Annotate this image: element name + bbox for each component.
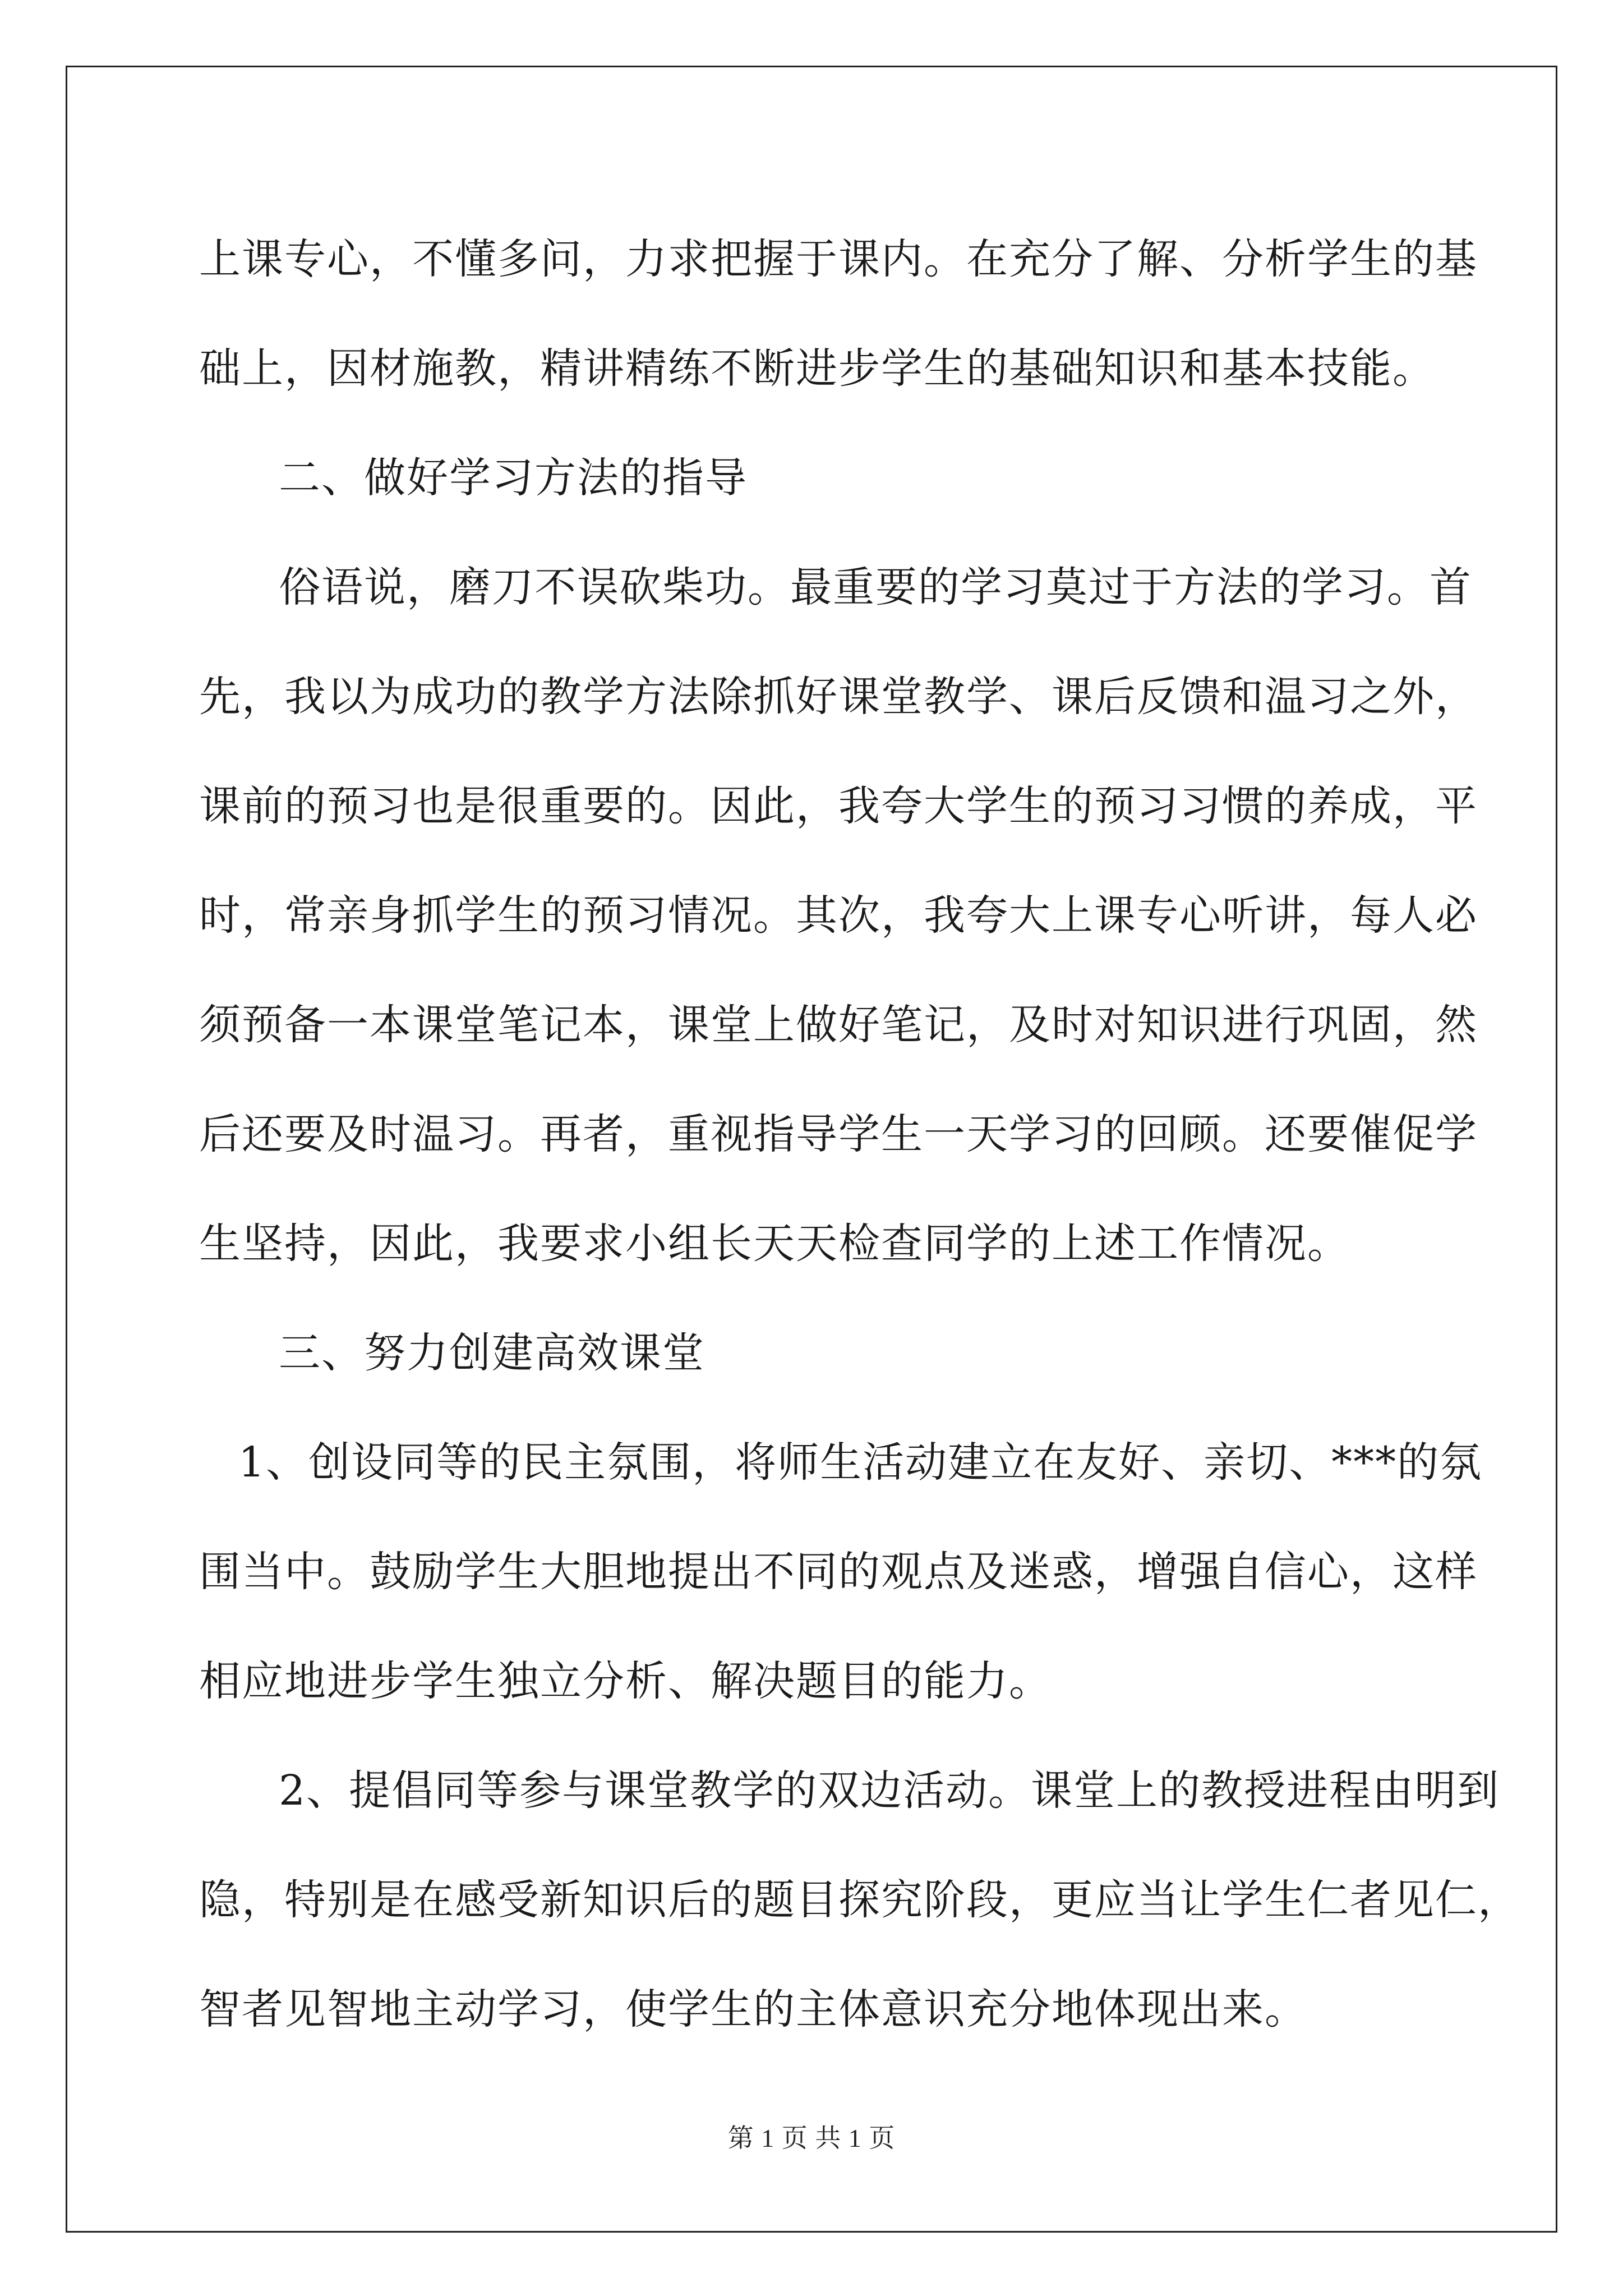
- text-line-15: 2、提倡同等参与课堂教学的双边活动。课堂上的教授进程由明到: [279, 1766, 1500, 1815]
- text-line-2: 础上，因材施教，精讲精练不断进步学生的基础知识和基本技能。: [199, 344, 1435, 393]
- text-line-1: 上课专心，不懂多问，力求把握于课内。在充分了解、分析学生的基: [199, 235, 1478, 283]
- text-line-4: 俗语说，磨刀不误砍柴功。最重要的学习莫过于方法的学习。首: [279, 563, 1472, 611]
- text-line-6: 课前的预习也是很重要的。因此，我夸大学生的预习习惯的养成，平: [199, 782, 1478, 830]
- text-line-10: 生坚持，因此，我要求小组长天天检查同学的上述工作情况。: [199, 1220, 1350, 1268]
- text-line-16: 隐，特别是在感受新知识后的题目探究阶段，更应当让学生仁者见仁，: [199, 1876, 1520, 1924]
- section-heading-2: 二、做好学习方法的指导: [279, 454, 748, 502]
- document-body: [199, 205, 1520, 2064]
- text-line-17: 智者见智地主动学习，使学生的主体意识充分地体现出来。: [199, 1985, 1307, 2033]
- text-line-8: 须预备一本课堂笔记本，课堂上做好笔记，及时对知识进行巩固，然: [199, 1001, 1478, 1049]
- text-line-12: 1、创设同等的民主氛围，将师生活动建立在友好、亲切、***的氛: [238, 1438, 1483, 1487]
- text-line-9: 后还要及时温习。再者，重视指导学生一天学习的回顾。还要催促学: [199, 1110, 1478, 1158]
- page-footer: 第 1 页 共 1 页: [727, 2124, 896, 2152]
- text-line-14: 相应地进步学生独立分析、解决题目的能力。: [199, 1657, 1052, 1705]
- text-line-7: 时，常亲身抓学生的预习情况。其次，我夸大上课专心听讲，每人必: [199, 891, 1478, 940]
- text-line-13: 围当中。鼓励学生大胆地提出不同的观点及迷惑，增强自信心，这样: [199, 1548, 1478, 1596]
- text-line-5: 先，我以为成功的教学方法除抓好课堂教学、课后反馈和温习之外，: [199, 673, 1478, 721]
- section-heading-3: 三、努力创建高效课堂: [279, 1329, 705, 1377]
